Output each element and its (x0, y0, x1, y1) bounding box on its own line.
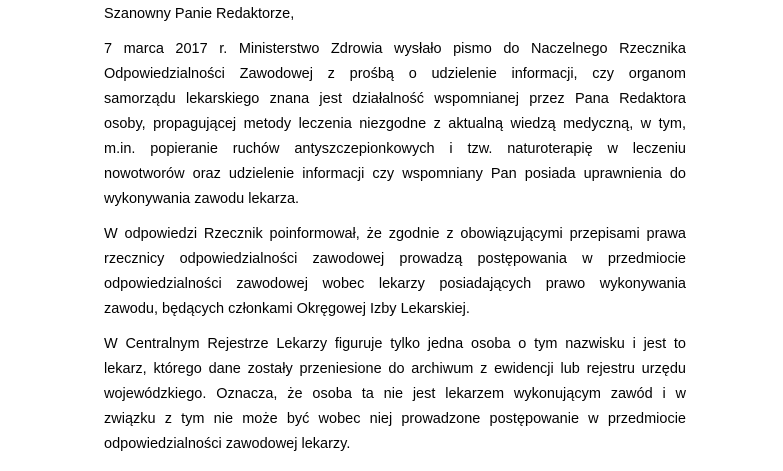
paragraph-line: 7 marca 2017 r. Ministerstwo Zdrowia wysłało pismo do Naczelnego Rzecznika (104, 41, 686, 57)
paragraph-line: W Centralnym Rejestrze Lekarzy figuruje tylko jedna osoba o tym nazwisku i jest to (104, 336, 686, 352)
paragraph-line: m.in. popieranie ruchów antyszczepionkowych i tzw. naturoterapię w leczeniu (104, 141, 686, 157)
paragraph-line: związku z tym nie może być wobec niej prowadzone postępowanie w przedmiocie (104, 411, 686, 427)
paragraph-line: odpowiedzialności zawodowej lekarzy. (104, 436, 351, 452)
paragraph-line: odpowiedzialności zawodowej wobec lekarzy posiadających prawo wykonywania (104, 276, 686, 292)
paragraph-line: wykonywania zawodu lekarza. (104, 191, 300, 207)
paragraph-line: wojewódzkiego. Oznacza, że osoba ta nie jest lekarzem wykonującym zawód i w (104, 386, 686, 402)
paragraph-line: W odpowiedzi Rzecznik poinformował, że zgodnie z obowiązującymi przepisami prawa (104, 226, 686, 242)
salutation: Szanowny Panie Redaktorze, (104, 6, 295, 22)
paragraph-line: zawodu, będących członkami Okręgowej Izby Lekarskiej. (104, 301, 470, 317)
letter-page (104, 2, 686, 467)
paragraph-line: nowotworów oraz udzielenie informacji czy wspomniany Pan posiada uprawnienia do (104, 166, 686, 182)
paragraph-line: osoby, propagującej metody leczenia niezgodne z aktualną wiedzą medyczną, w tym, (104, 116, 686, 132)
paragraph-line: samorządu lekarskiego znana jest działalność wspomnianej przez Pana Redaktora (104, 91, 686, 107)
paragraph-ministry-request (104, 37, 686, 212)
paragraph-line: Odpowiedzialności Zawodowej z prośbą o udzielenie informacji, czy organom (104, 66, 686, 82)
paragraph-line: rzecznicy odpowiedzialności zawodowej prowadzą postępowania w przedmiocie (104, 251, 686, 267)
paragraph-line: lekarz, którego dane zostały przeniesione do archiwum z ewidencji lub rejestru urzędu (104, 361, 686, 377)
paragraph-ombudsman-response (104, 222, 686, 322)
paragraph-central-register (104, 332, 686, 457)
